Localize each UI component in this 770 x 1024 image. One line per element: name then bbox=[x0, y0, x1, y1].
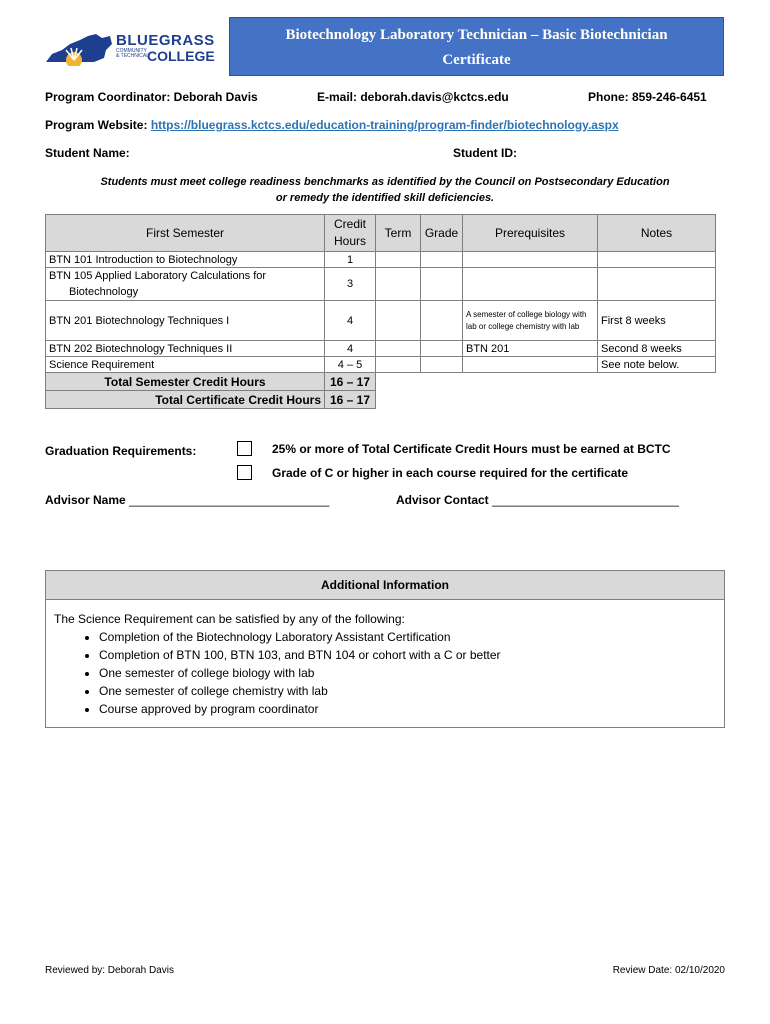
course-name-text: BTN 105 Applied Laboratory Calculations for Biotechnology bbox=[49, 270, 267, 298]
grade-cell[interactable] bbox=[421, 268, 463, 301]
requirement-2-checkbox[interactable] bbox=[237, 465, 252, 480]
program-website bbox=[45, 118, 619, 132]
coordinator-email: E-mail: deborah.davis@kctcs.edu bbox=[317, 90, 509, 104]
term-cell[interactable] bbox=[376, 357, 421, 373]
logo-line3: COLLEGE bbox=[147, 48, 215, 64]
course-prereq bbox=[463, 268, 598, 301]
course-name: BTN 101 Introduction to Biotechnology bbox=[46, 252, 325, 268]
advisor-contact-label: Advisor Contact bbox=[396, 493, 489, 507]
course-notes bbox=[598, 252, 716, 268]
certificate-total-label: Total Certificate Credit Hours bbox=[46, 391, 325, 409]
course-credit: 4 bbox=[325, 341, 376, 357]
course-name: BTN 202 Biotechnology Techniques II bbox=[46, 341, 325, 357]
student-id-label: Student ID: bbox=[453, 146, 517, 160]
course-notes bbox=[598, 268, 716, 301]
requirement-1-checkbox[interactable] bbox=[237, 441, 252, 456]
col-header-semester: First Semester bbox=[46, 215, 325, 252]
course-table bbox=[45, 214, 716, 409]
col-header-notes: Notes bbox=[598, 215, 716, 252]
science-options-list bbox=[54, 628, 716, 718]
review-date: Review Date: 02/10/2020 bbox=[612, 965, 725, 976]
grade-cell[interactable] bbox=[421, 301, 463, 341]
course-name bbox=[46, 268, 325, 301]
requirement-1-text: 25% or more of Total Certificate Credit Hours must be earned at BCTC bbox=[272, 442, 671, 456]
term-cell[interactable] bbox=[376, 341, 421, 357]
document-title bbox=[229, 17, 724, 76]
logo-line1: BLUEGRASS bbox=[116, 32, 215, 49]
course-prereq bbox=[463, 252, 598, 268]
reviewed-by: Reviewed by: Deborah Davis bbox=[45, 965, 174, 976]
advisor-name-field[interactable] bbox=[45, 493, 329, 507]
course-credit: 4 – 5 bbox=[325, 357, 376, 373]
graduation-requirements-label: Graduation Requirements: bbox=[45, 444, 197, 458]
college-logo bbox=[44, 30, 224, 70]
website-link[interactable]: https://bluegrass.kctcs.edu/education-training/program-finder/biotechnology.aspx bbox=[150, 118, 619, 132]
coordinator-phone: Phone: 859-246-6451 bbox=[588, 90, 707, 104]
advisor-contact-line: ____________________________ bbox=[492, 493, 679, 507]
list-item: • One semester of college biology with lab bbox=[99, 664, 716, 682]
semester-total-row bbox=[46, 373, 716, 391]
program-coordinator: Program Coordinator: Deborah Davis bbox=[45, 90, 258, 104]
term-cell[interactable] bbox=[376, 301, 421, 341]
website-label: Program Website: bbox=[45, 118, 148, 132]
grade-cell[interactable] bbox=[421, 357, 463, 373]
list-item: • Course approved by program coordinator bbox=[99, 700, 716, 718]
title-line1: Biotechnology Laboratory Technician – Basic Biotechnician bbox=[285, 27, 668, 43]
certificate-total-row bbox=[46, 391, 716, 409]
requirement-2-text: Grade of C or higher in each course required for the certificate bbox=[272, 466, 629, 480]
term-cell[interactable] bbox=[376, 252, 421, 268]
course-notes: First 8 weeks bbox=[598, 301, 716, 341]
semester-total-value: 16 – 17 bbox=[325, 373, 376, 391]
additional-info-title: Additional Information bbox=[46, 571, 724, 600]
course-notes: See note below. bbox=[598, 357, 716, 373]
course-credit: 4 bbox=[325, 301, 376, 341]
col-header-credit: Credit Hours bbox=[325, 215, 376, 252]
additional-info-intro: The Science Requirement can be satisfied by any of the following: bbox=[54, 612, 405, 626]
advisor-name-label: Advisor Name bbox=[45, 493, 126, 507]
course-prereq: A semester of college biology with lab or college chemistry with lab bbox=[463, 301, 598, 341]
course-credit: 1 bbox=[325, 252, 376, 268]
title-line2: Certificate bbox=[442, 52, 511, 68]
semester-total-label: Total Semester Credit Hours bbox=[46, 373, 325, 391]
additional-info-body bbox=[46, 600, 724, 728]
advisor-contact-field[interactable] bbox=[396, 493, 679, 507]
additional-info-box bbox=[45, 570, 725, 728]
advisor-name-line: ______________________________ bbox=[129, 493, 330, 507]
logo-line2: COMMUNITY & TECHNICAL bbox=[116, 48, 149, 59]
course-notes: Second 8 weeks bbox=[598, 341, 716, 357]
table-row bbox=[46, 252, 716, 268]
course-name: Science Requirement bbox=[46, 357, 325, 373]
table-row bbox=[46, 301, 716, 341]
col-header-term: Term bbox=[376, 215, 421, 252]
table-row bbox=[46, 268, 716, 301]
course-name: BTN 201 Biotechnology Techniques I bbox=[46, 301, 325, 341]
list-item: • Completion of BTN 100, BTN 103, and BTN 104 or cohort with a C or better bbox=[99, 646, 716, 664]
course-prereq bbox=[463, 357, 598, 373]
list-item: • Completion of the Biotechnology Laboratory Assistant Certification bbox=[99, 628, 716, 646]
course-credit: 3 bbox=[325, 268, 376, 301]
certificate-total-value: 16 – 17 bbox=[325, 391, 376, 409]
student-name-label: Student Name: bbox=[45, 146, 130, 160]
course-prereq: BTN 201 bbox=[463, 341, 598, 357]
col-header-prereq: Prerequisites bbox=[463, 215, 598, 252]
table-row bbox=[46, 357, 716, 373]
term-cell[interactable] bbox=[376, 268, 421, 301]
kentucky-logo-icon bbox=[44, 32, 114, 66]
grade-cell[interactable] bbox=[421, 252, 463, 268]
list-item: • One semester of college chemistry with lab bbox=[99, 682, 716, 700]
col-header-grade: Grade bbox=[421, 215, 463, 252]
grade-cell[interactable] bbox=[421, 341, 463, 357]
table-row bbox=[46, 341, 716, 357]
readiness-notice: Students must meet college readiness benchmarks as identified by the Council on Postsecondary Education or remedy the identified skill deficiencies. bbox=[100, 176, 670, 204]
